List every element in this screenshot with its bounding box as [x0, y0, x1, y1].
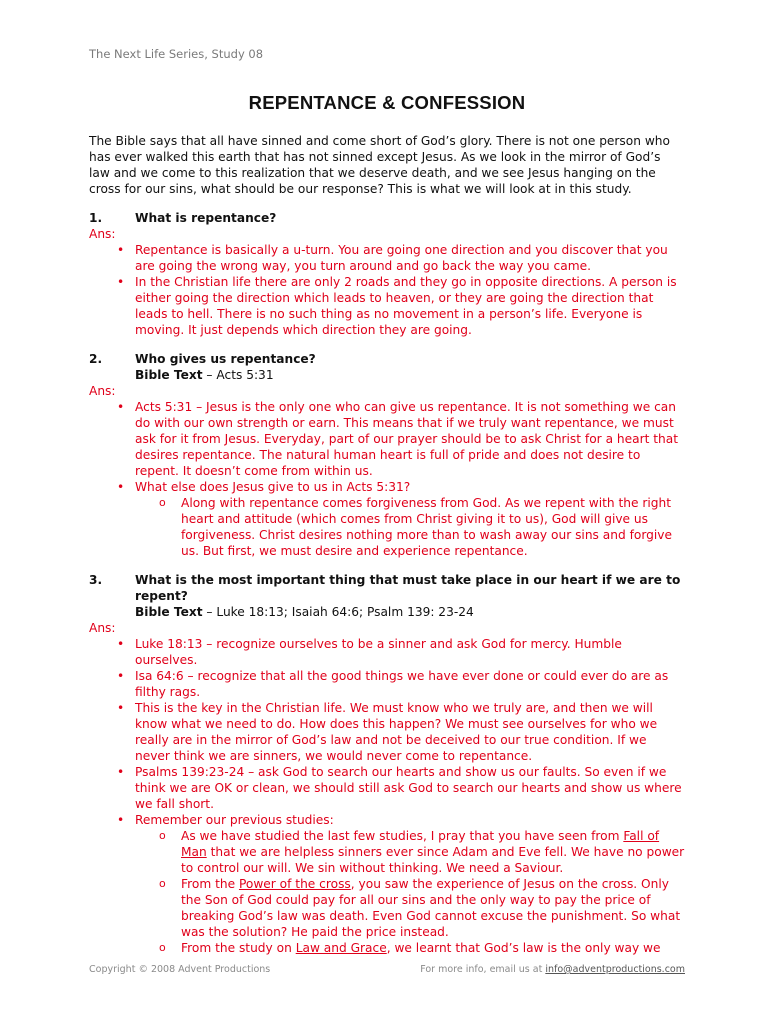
question-1-header — [89, 210, 685, 226]
bible-text-label: Bible Text — [135, 605, 203, 619]
page-title: REPENTANCE & CONFESSION — [248, 92, 526, 113]
sub-bullet-icon: o — [159, 941, 166, 954]
sub-list-item — [135, 495, 685, 559]
link-power-of-the-cross[interactable]: Power of the cross — [238, 877, 351, 891]
question-number: 1. — [89, 211, 103, 225]
question-text: What is repentance? — [135, 211, 277, 225]
bible-text-reference — [89, 604, 685, 620]
question-text: Who gives us repentance? — [135, 352, 316, 366]
question-2 — [89, 351, 685, 559]
bullet-icon: • — [117, 669, 125, 683]
bible-text-verses: – Luke 18:13; Isaiah 64:6; Psalm 139: 23-24 — [202, 605, 474, 619]
question-3 — [89, 572, 685, 956]
bible-text-label: Bible Text — [135, 368, 203, 382]
ans-label: Ans: — [89, 621, 116, 635]
email-link[interactable]: info@adventproductions.com — [545, 964, 685, 975]
sub-answer-text: Along with repentance comes forgiveness from God. As we repent with the right heart and attitude (which comes from Christ giving it to us), God will give us forgiveness. Christ desires nothing more than to wash away our sins and forgive us. But first, we must desire and experience repentance. — [181, 496, 672, 558]
list-item — [89, 700, 685, 764]
sub-list-item: o As we have studied the last few studies, I pray that you have seen from Fall of Man that we are helpless sinners ever since Adam and Eve fell. We have no power to control our will. We sin without thinking. We need a Saviour. — [159, 829, 685, 875]
answer-text: Remember our previous studies: — [135, 813, 334, 827]
sub-answer-list — [135, 828, 685, 956]
bullet-icon: • — [117, 400, 125, 414]
list-item — [89, 242, 685, 274]
link-fall-of-man[interactable]: Fall of Man — [181, 829, 660, 859]
sub-list-item: o From the study on Law and Grace, we learnt that God’s law is the only way we — [159, 941, 661, 955]
link-law-and-grace[interactable]: Law and Grace — [295, 941, 387, 955]
series-header: The Next Life Series, Study 08 — [89, 47, 264, 61]
question-1 — [89, 210, 685, 338]
answer-list — [89, 636, 685, 956]
ans-label: Ans: — [89, 384, 116, 398]
bullet-icon: • — [117, 701, 125, 715]
bullet-icon: • — [117, 243, 125, 257]
list-item — [89, 812, 685, 956]
answer-text: In the Christian life there are only 2 roads and they go in opposite directions. A person is either going the direction which leads to heaven, or they are going the direction that leads to hell. There is no such thing as no movement in a person’s life. Everyone is moving. It just depends which direction they are going. — [135, 275, 677, 337]
footer-info-text: For more info, email us at — [420, 964, 546, 975]
list-item — [89, 479, 685, 559]
bullet-icon: • — [117, 637, 125, 651]
document-body — [89, 133, 685, 956]
question-text: What is the most important thing that must take place in our heart if we are to repent? — [135, 573, 681, 603]
answer-text: Repentance is basically a u-turn. You are going one direction and you discover that you are going the wrong way, you turn around and go back the way you came. — [135, 243, 668, 273]
bullet-icon: • — [117, 480, 125, 494]
answer-text: Acts 5:31 – Jesus is the only one who can give us repentance. It is not something we can do with our own strength or earn. This means that if we truly want repentance, we must ask for it from Jesus. Everyday, part of our prayer should be to ask Christ for a heart that desires repentance. The natural human heart is full of pride and does not desire to repent. It doesn’t come from within us. — [135, 400, 679, 478]
list-item — [89, 399, 685, 479]
question-number: 3. — [89, 573, 103, 587]
list-item — [89, 274, 685, 338]
bible-text-reference — [89, 367, 685, 383]
ans-label: Ans: — [89, 227, 116, 241]
page-footer — [89, 964, 685, 975]
bullet-icon: • — [117, 765, 125, 779]
answer-text: Psalms 139:23-24 – ask God to search our hearts and show us our faults. So even if we think we are OK or clean, we should still ask God to search our hearts and show us where we fall short. — [135, 765, 682, 811]
sub-bullet-icon: o — [159, 496, 166, 509]
sub-bullet-icon: o — [159, 829, 166, 842]
answer-text: Isa 64:6 – recognize that all the good things we have ever done or could ever do are as filthy rags. — [135, 669, 669, 699]
answer-text: Luke 18:13 – recognize ourselves to be a sinner and ask God for mercy. Humble ourselves. — [135, 637, 622, 667]
list-item — [89, 668, 685, 700]
copyright-text: Copyright © 2008 Advent Productions — [89, 964, 271, 975]
answer-text: What else does Jesus give to us in Acts 5:31? — [135, 480, 411, 494]
sub-bullet-icon: o — [159, 877, 166, 890]
footer-contact — [420, 964, 685, 975]
answer-list — [89, 399, 685, 559]
sub-answer-list — [135, 495, 685, 559]
list-item — [89, 764, 685, 812]
question-2-header — [89, 351, 685, 367]
bullet-icon: • — [117, 275, 125, 289]
question-number: 2. — [89, 352, 103, 366]
sub-list-item: o From the Power of the cross, you saw the experience of Jesus on the cross. Only the Son of God could pay for all our sins and the only way to pay the price of breaking God’s law was death. Even God cannot excuse the punishment. So what was the solution? He paid the price instead. — [159, 877, 681, 939]
question-3-header — [89, 572, 685, 604]
bullet-icon: • — [117, 813, 125, 827]
answer-text: This is the key in the Christian life. We must know who we truly are, and then we will know what we need to do. How does this happen? We must see ourselves for who we really are in the mirror of God’s law and not be deceived to our true condition. If we never think we are sinners, we would never come to repentance. — [135, 701, 658, 763]
bible-text-verses: – Acts 5:31 — [202, 368, 274, 382]
answer-list — [89, 242, 685, 338]
intro-paragraph: The Bible says that all have sinned and come short of God’s glory. There is not one person who has ever walked this earth that has not sinned except Jesus. As we look in the mirror of God’s law and we come to this realization that we deserve death, and we see Jesus hanging on the cross for our sins, what should be our response? This is what we will look at in this study. — [89, 134, 670, 196]
list-item — [89, 636, 685, 668]
